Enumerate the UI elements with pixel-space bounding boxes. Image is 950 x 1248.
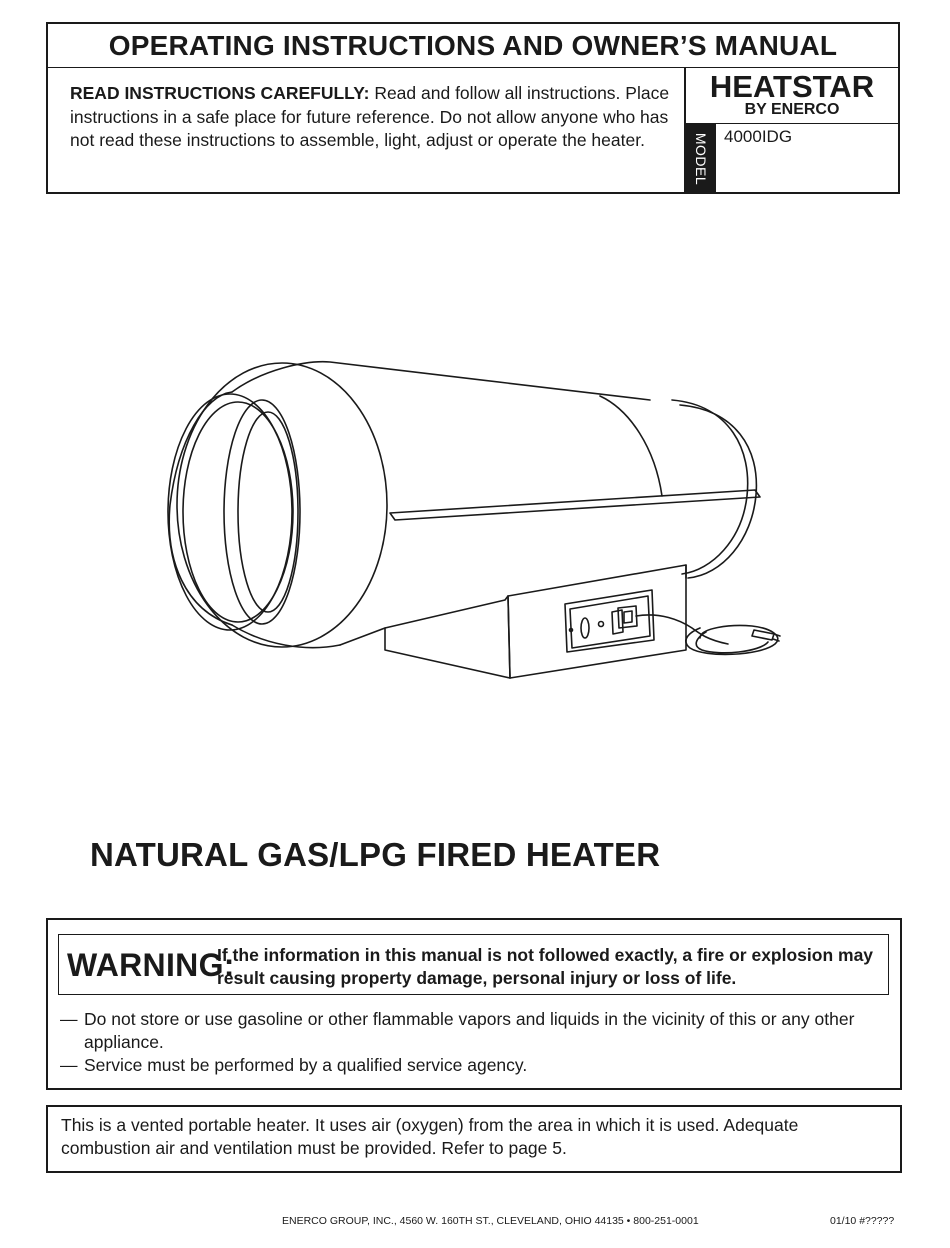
warning-text: If the information in this manual is not followed exactly, a fire or explosion may result causing property damage, personal injury or loss of life. (217, 945, 874, 988)
footer-code: 01/10 #????? (830, 1215, 895, 1227)
warning-item-text: Service must be performed by a qualified service agency. (84, 1055, 528, 1075)
warning-item-text: Do not store or use gasoline or other flammable vapors and liquids in the vicinity of this or any other appliance. (84, 1009, 855, 1052)
warning-list (60, 1008, 890, 1077)
brand-name: HEATSTAR (709, 69, 875, 104)
manual-header (46, 22, 900, 194)
dash-bullet: — (60, 1009, 78, 1029)
list-item (60, 1054, 890, 1077)
product-title: NATURAL GAS/LPG FIRED HEATER (90, 836, 661, 873)
warning-label: WARNING: (67, 947, 235, 983)
instructions-lead: READ INSTRUCTIONS CAREFULLY: (70, 83, 370, 103)
list-item (60, 1008, 890, 1054)
dash-bullet: — (60, 1055, 78, 1075)
footer-address: ENERCO GROUP, INC., 4560 W. 160TH ST., CLEVELAND, OHIO 44135 • 800-251-0001 (282, 1215, 699, 1227)
vent-notice-text: This is a vented portable heater. It uses air (oxygen) from the area in which it is used. Adequate combustion air and ventilation must be provided. Refer to page 5. (61, 1115, 799, 1158)
model-label: MODEL (693, 132, 709, 185)
model-number: 4000IDG (724, 127, 793, 146)
instructions-body: Read and follow all instructions. Place instructions in a safe place for future reference. Do not allow anyone who has not read these instructions to assemble, light, adjust or operate the heater. (70, 83, 670, 150)
vent-notice-box (46, 1105, 902, 1173)
brand-rule (716, 123, 900, 124)
warning-header (58, 934, 889, 995)
warning-box (46, 918, 902, 1090)
model-tab (686, 123, 716, 194)
manual-title: OPERATING INSTRUCTIONS AND OWNER’S MANUAL (48, 24, 898, 68)
read-instructions-notice (70, 82, 670, 153)
heater-illustration (160, 355, 800, 685)
brand-subtitle: BY ENERCO (744, 101, 840, 118)
